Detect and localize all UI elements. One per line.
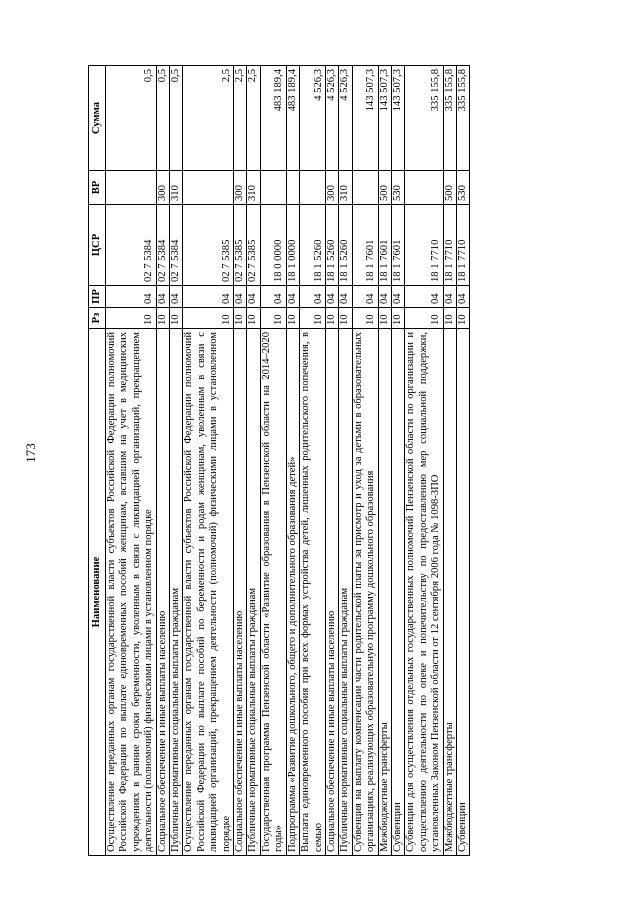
table-header-row	[89, 66, 106, 856]
cell-name: Субвенция на выплату компенсации части родительской платы за присмотр и уход за детьми в образовательных организациях, реализующих образовательную программу дошкольного образования	[352, 329, 378, 856]
cell-rz: 10	[106, 308, 157, 329]
cell-pr: 04	[456, 286, 469, 308]
cell-pr: 04	[391, 286, 404, 308]
table-row	[170, 66, 183, 856]
cell-pr: 04	[106, 286, 157, 308]
cell-rz: 10	[405, 308, 443, 329]
cell-rz: 10	[183, 308, 234, 329]
cell-csr: 18 1 5260	[339, 205, 352, 286]
page-number-container	[16, 0, 46, 905]
table-row	[405, 66, 443, 856]
cell-csr: 02 7 5384	[106, 205, 157, 286]
cell-pr: 04	[183, 286, 234, 308]
cell-vr	[106, 171, 157, 205]
cell-sum: 4 526,3	[325, 66, 338, 171]
cell-sum: 2,5	[247, 66, 260, 171]
cell-pr: 04	[352, 286, 378, 308]
cell-csr: 18 1 5260	[300, 205, 326, 286]
cell-rz: 10	[300, 308, 326, 329]
cell-pr: 04	[300, 286, 326, 308]
cell-pr: 04	[260, 286, 286, 308]
cell-sum: 2,5	[234, 66, 247, 171]
cell-rz: 10	[378, 308, 391, 329]
cell-pr: 04	[286, 286, 299, 308]
cell-vr: 530	[456, 171, 469, 205]
cell-csr: 02 7 5384	[156, 205, 169, 286]
cell-pr: 04	[234, 286, 247, 308]
cell-name: Субвенции	[456, 329, 469, 856]
cell-sum: 0,5	[106, 66, 157, 171]
table-row	[443, 66, 456, 856]
cell-sum: 143 507,3	[378, 66, 391, 171]
cell-rz: 10	[156, 308, 169, 329]
cell-name: Межбюджетные трансферты	[443, 329, 456, 856]
cell-vr	[260, 171, 286, 205]
cell-csr: 18 1 7710	[443, 205, 456, 286]
cell-rz: 10	[260, 308, 286, 329]
header-sum: Сумма	[89, 66, 106, 171]
cell-name: Межбюджетные трансферты	[378, 329, 391, 856]
cell-rz: 10	[170, 308, 183, 329]
cell-name: Государственная программа Пензенской области «Развитие образования в Пензенской области на 2014–2020 годы»	[260, 329, 286, 856]
cell-csr: 18 1 0000	[286, 205, 299, 286]
cell-pr: 04	[378, 286, 391, 308]
cell-pr: 04	[156, 286, 169, 308]
cell-name: Публичные нормативные социальные выплаты гражданам	[339, 329, 352, 856]
cell-rz: 10	[339, 308, 352, 329]
header-csr: ЦСР	[89, 205, 106, 286]
cell-vr	[300, 171, 326, 205]
header-pr: ПР	[89, 286, 106, 308]
cell-vr: 500	[378, 171, 391, 205]
cell-name: Публичные нормативные социальные выплаты гражданам	[170, 329, 183, 856]
table-row	[391, 66, 404, 856]
cell-name: Социальное обеспечение и иные выплаты населению	[156, 329, 169, 856]
table-row	[156, 66, 169, 856]
cell-csr: 18 1 7710	[405, 205, 443, 286]
cell-rz: 10	[443, 308, 456, 329]
cell-pr: 04	[325, 286, 338, 308]
cell-sum: 0,5	[170, 66, 183, 171]
table-row	[339, 66, 352, 856]
cell-rz: 10	[234, 308, 247, 329]
budget-table	[88, 65, 470, 856]
cell-sum: 143 507,3	[391, 66, 404, 171]
cell-vr	[405, 171, 443, 205]
page-number: 173	[23, 442, 38, 463]
cell-sum: 483 189,4	[286, 66, 299, 171]
cell-sum: 143 507,3	[352, 66, 378, 171]
table-row	[325, 66, 338, 856]
cell-name: Подпрограмма «Развитие дошкольного, общего и дополнительного образования детей»	[286, 329, 299, 856]
table-row	[247, 66, 260, 856]
cell-sum: 2,5	[183, 66, 234, 171]
cell-rz: 10	[391, 308, 404, 329]
cell-sum: 335 155,8	[456, 66, 469, 171]
cell-csr: 18 0 0000	[260, 205, 286, 286]
cell-rz: 10	[286, 308, 299, 329]
table-row	[378, 66, 391, 856]
cell-csr: 18 1 7601	[378, 205, 391, 286]
cell-vr	[183, 171, 234, 205]
cell-vr: 530	[391, 171, 404, 205]
cell-sum: 0,5	[156, 66, 169, 171]
cell-sum: 483 189,4	[260, 66, 286, 171]
header-vr: ВР	[89, 171, 106, 205]
cell-csr: 02 7 5385	[234, 205, 247, 286]
rotated-page-content	[88, 66, 548, 856]
cell-name: Социальное обеспечение и иные выплаты населению	[234, 329, 247, 856]
cell-sum: 4 526,3	[300, 66, 326, 171]
cell-name: Социальное обеспечение и иные выплаты населению	[325, 329, 338, 856]
cell-name: Осуществление переданных органам государственной власти субъектов Российской Федерации полномочий Российской Федерации по выплате пособий по беременности и родам женщинам, уволенным в связи с ликвидацией организаций, прекращением деятельности (полномочий) физическими лицами в установленном порядке	[183, 329, 234, 856]
cell-csr: 18 1 7710	[456, 205, 469, 286]
cell-csr: 18 1 7601	[352, 205, 378, 286]
table-body	[106, 66, 470, 856]
cell-rz: 10	[325, 308, 338, 329]
table-row	[106, 66, 157, 856]
cell-sum: 335 155,8	[405, 66, 443, 171]
cell-vr: 310	[247, 171, 260, 205]
table-row	[286, 66, 299, 856]
cell-vr	[352, 171, 378, 205]
cell-rz: 10	[247, 308, 260, 329]
cell-name: Выплата единовременного пособия при всех формах устройства детей, лишенных родительского попечения, в семью	[300, 329, 326, 856]
table-row	[456, 66, 469, 856]
cell-vr: 300	[234, 171, 247, 205]
cell-csr: 02 7 5385	[183, 205, 234, 286]
table-row	[183, 66, 234, 856]
cell-vr: 300	[156, 171, 169, 205]
header-rz: Рз	[89, 308, 106, 329]
cell-rz: 10	[352, 308, 378, 329]
cell-csr: 02 7 5385	[247, 205, 260, 286]
cell-vr	[286, 171, 299, 205]
cell-pr: 04	[339, 286, 352, 308]
table-row	[352, 66, 378, 856]
cell-sum: 4 526,3	[339, 66, 352, 171]
cell-sum: 335 155,8	[443, 66, 456, 171]
header-name: Наименование	[89, 329, 106, 856]
cell-pr: 04	[443, 286, 456, 308]
cell-pr: 04	[247, 286, 260, 308]
table-row	[260, 66, 286, 856]
cell-vr: 300	[325, 171, 338, 205]
cell-pr: 04	[170, 286, 183, 308]
cell-name: Субвенции для осуществления отдельных государственных полномочий Пензенской области по организации и осуществлению деятельности по опеке и попечительству по предоставлению мер социальной поддержки, установленных Законом Пензенской области от 12 сентября 2006 года № 1098-ЗПО	[405, 329, 443, 856]
cell-name: Осуществление переданных органам государственной власти субъектов Российской Федерации полномочий Российской Федерации по выплате единовременных пособий женщинам, вставшим на учет в медицинских учреждениях в ранние сроки беременности, уволенным в связи с ликвидацией организаций, прекращением деятельности (полномочий) физическими лицами в установленном порядке	[106, 329, 157, 856]
cell-vr: 500	[443, 171, 456, 205]
cell-pr: 04	[405, 286, 443, 308]
cell-name: Публичные нормативные социальные выплаты гражданам	[247, 329, 260, 856]
cell-csr: 02 7 5384	[170, 205, 183, 286]
cell-vr: 310	[339, 171, 352, 205]
cell-csr: 18 1 5260	[325, 205, 338, 286]
cell-csr: 18 1 7601	[391, 205, 404, 286]
cell-vr: 310	[170, 171, 183, 205]
table-row	[300, 66, 326, 856]
cell-rz: 10	[456, 308, 469, 329]
cell-name: Субвенции	[391, 329, 404, 856]
table-row	[234, 66, 247, 856]
